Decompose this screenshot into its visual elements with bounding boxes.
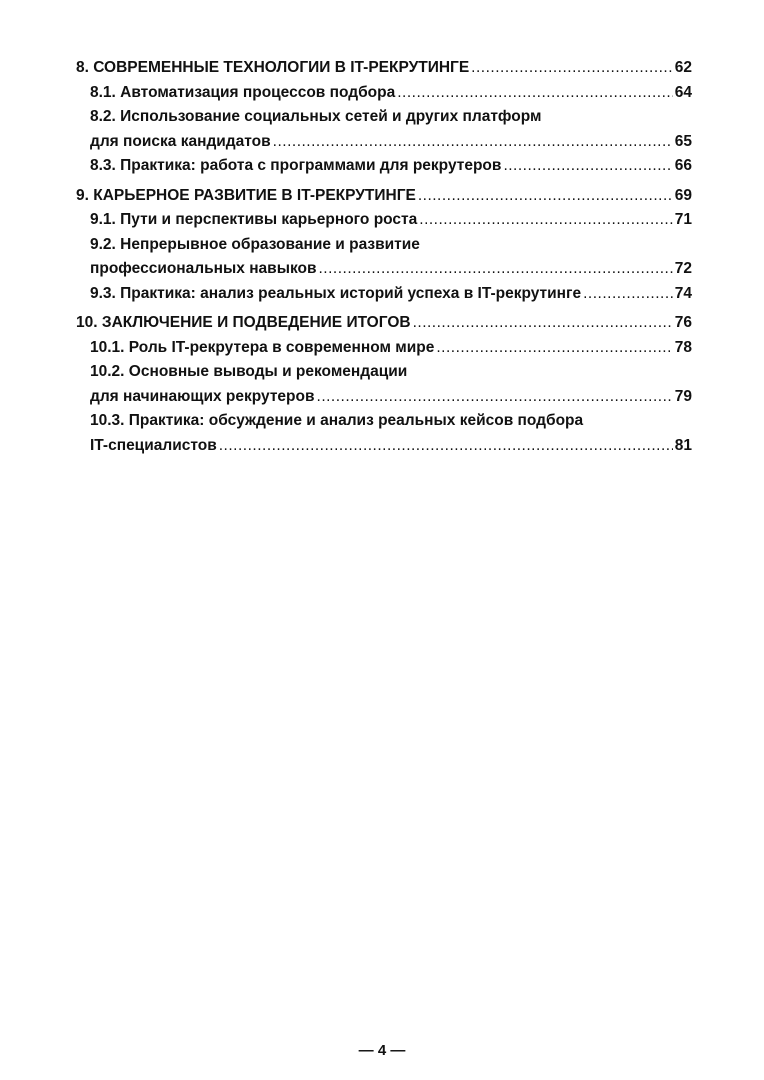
chapter-title: 8. СОВРЕМЕННЫЕ ТЕХНОЛОГИИ В IT-РЕКРУТИНГЕ: [76, 59, 470, 76]
chapter-title: 10. ЗАКЛЮЧЕНИЕ И ПОДВЕДЕНИЕ ИТОГОВ: [76, 314, 411, 331]
toc-subentry: [76, 154, 692, 179]
subentry-title: 8.3. Практика: работа с программами для рекрутеров: [90, 157, 502, 174]
toc-subentry: [76, 208, 692, 233]
dot-leader: [436, 336, 672, 361]
page-ref: 66: [674, 157, 692, 174]
dot-leader: [413, 311, 673, 336]
toc-subentry: [76, 105, 692, 154]
dot-leader: [583, 282, 673, 307]
toc-subentry: [76, 233, 692, 282]
subentry-title: 10.1. Роль IT-рекрутера в современном мире: [90, 338, 435, 356]
subentry-title-line: 9.2. Непрерывное образование и развитие: [90, 235, 420, 253]
toc-section-8: [76, 56, 692, 179]
toc-section-9: [76, 184, 692, 307]
dot-leader: [471, 56, 673, 81]
subentry-title: для поиска кандидатов: [90, 132, 271, 150]
page-ref: 79: [674, 387, 692, 405]
dot-leader: [418, 184, 673, 209]
dot-leader: [419, 208, 672, 233]
toc-chapter-entry: [76, 184, 692, 209]
page-ref: 81: [674, 436, 692, 454]
chapter-title: 9. КАРЬЕРНОЕ РАЗВИТИЕ В IT-РЕКРУТИНГЕ: [76, 186, 416, 204]
page-ref: 78: [674, 338, 692, 356]
subentry-title: профессиональных навыков: [90, 260, 317, 277]
dot-leader: [319, 257, 673, 282]
toc-subentry: [76, 409, 692, 458]
page-ref: 72: [674, 260, 692, 277]
page-ref: 69: [674, 186, 692, 204]
dot-leader: [273, 130, 673, 155]
subentry-title: 9.3. Практика: анализ реальных историй успеха в IT-рекрутинге: [90, 284, 582, 302]
page-ref: 62: [674, 59, 692, 76]
subentry-title-line: 10.2. Основные выводы и рекомендации: [90, 363, 408, 380]
subentry-title-line: 10.3. Практика: обсуждение и анализ реальных кейсов подбора: [90, 412, 584, 429]
dot-leader: [219, 434, 673, 459]
page-ref: 74: [674, 284, 692, 302]
toc-section-10: [76, 311, 692, 458]
subentry-title: 8.1. Автоматизация процессов подбора: [90, 83, 396, 101]
toc-chapter-entry: [76, 56, 692, 81]
page-ref: 64: [674, 83, 692, 101]
toc-chapter-entry: [76, 311, 692, 336]
subentry-title: IT-специалистов: [90, 436, 217, 454]
toc-subentry: [76, 336, 692, 361]
page-number: — 4 —: [358, 1042, 406, 1059]
dot-leader: [503, 154, 672, 179]
subentry-title: 9.1. Пути и перспективы карьерного роста: [90, 211, 418, 228]
toc-subentry: [76, 360, 692, 409]
page-ref: 76: [674, 314, 692, 331]
table-of-contents: [76, 56, 692, 463]
dot-leader: [317, 385, 673, 410]
page-ref: 65: [674, 132, 692, 150]
subentry-title-line: 8.2. Использование социальных сетей и других платформ: [90, 108, 542, 125]
page-ref: 71: [674, 211, 692, 228]
toc-subentry: [76, 81, 692, 106]
subentry-title: для начинающих рекрутеров: [90, 387, 315, 405]
toc-subentry: [76, 282, 692, 307]
dot-leader: [397, 81, 673, 106]
